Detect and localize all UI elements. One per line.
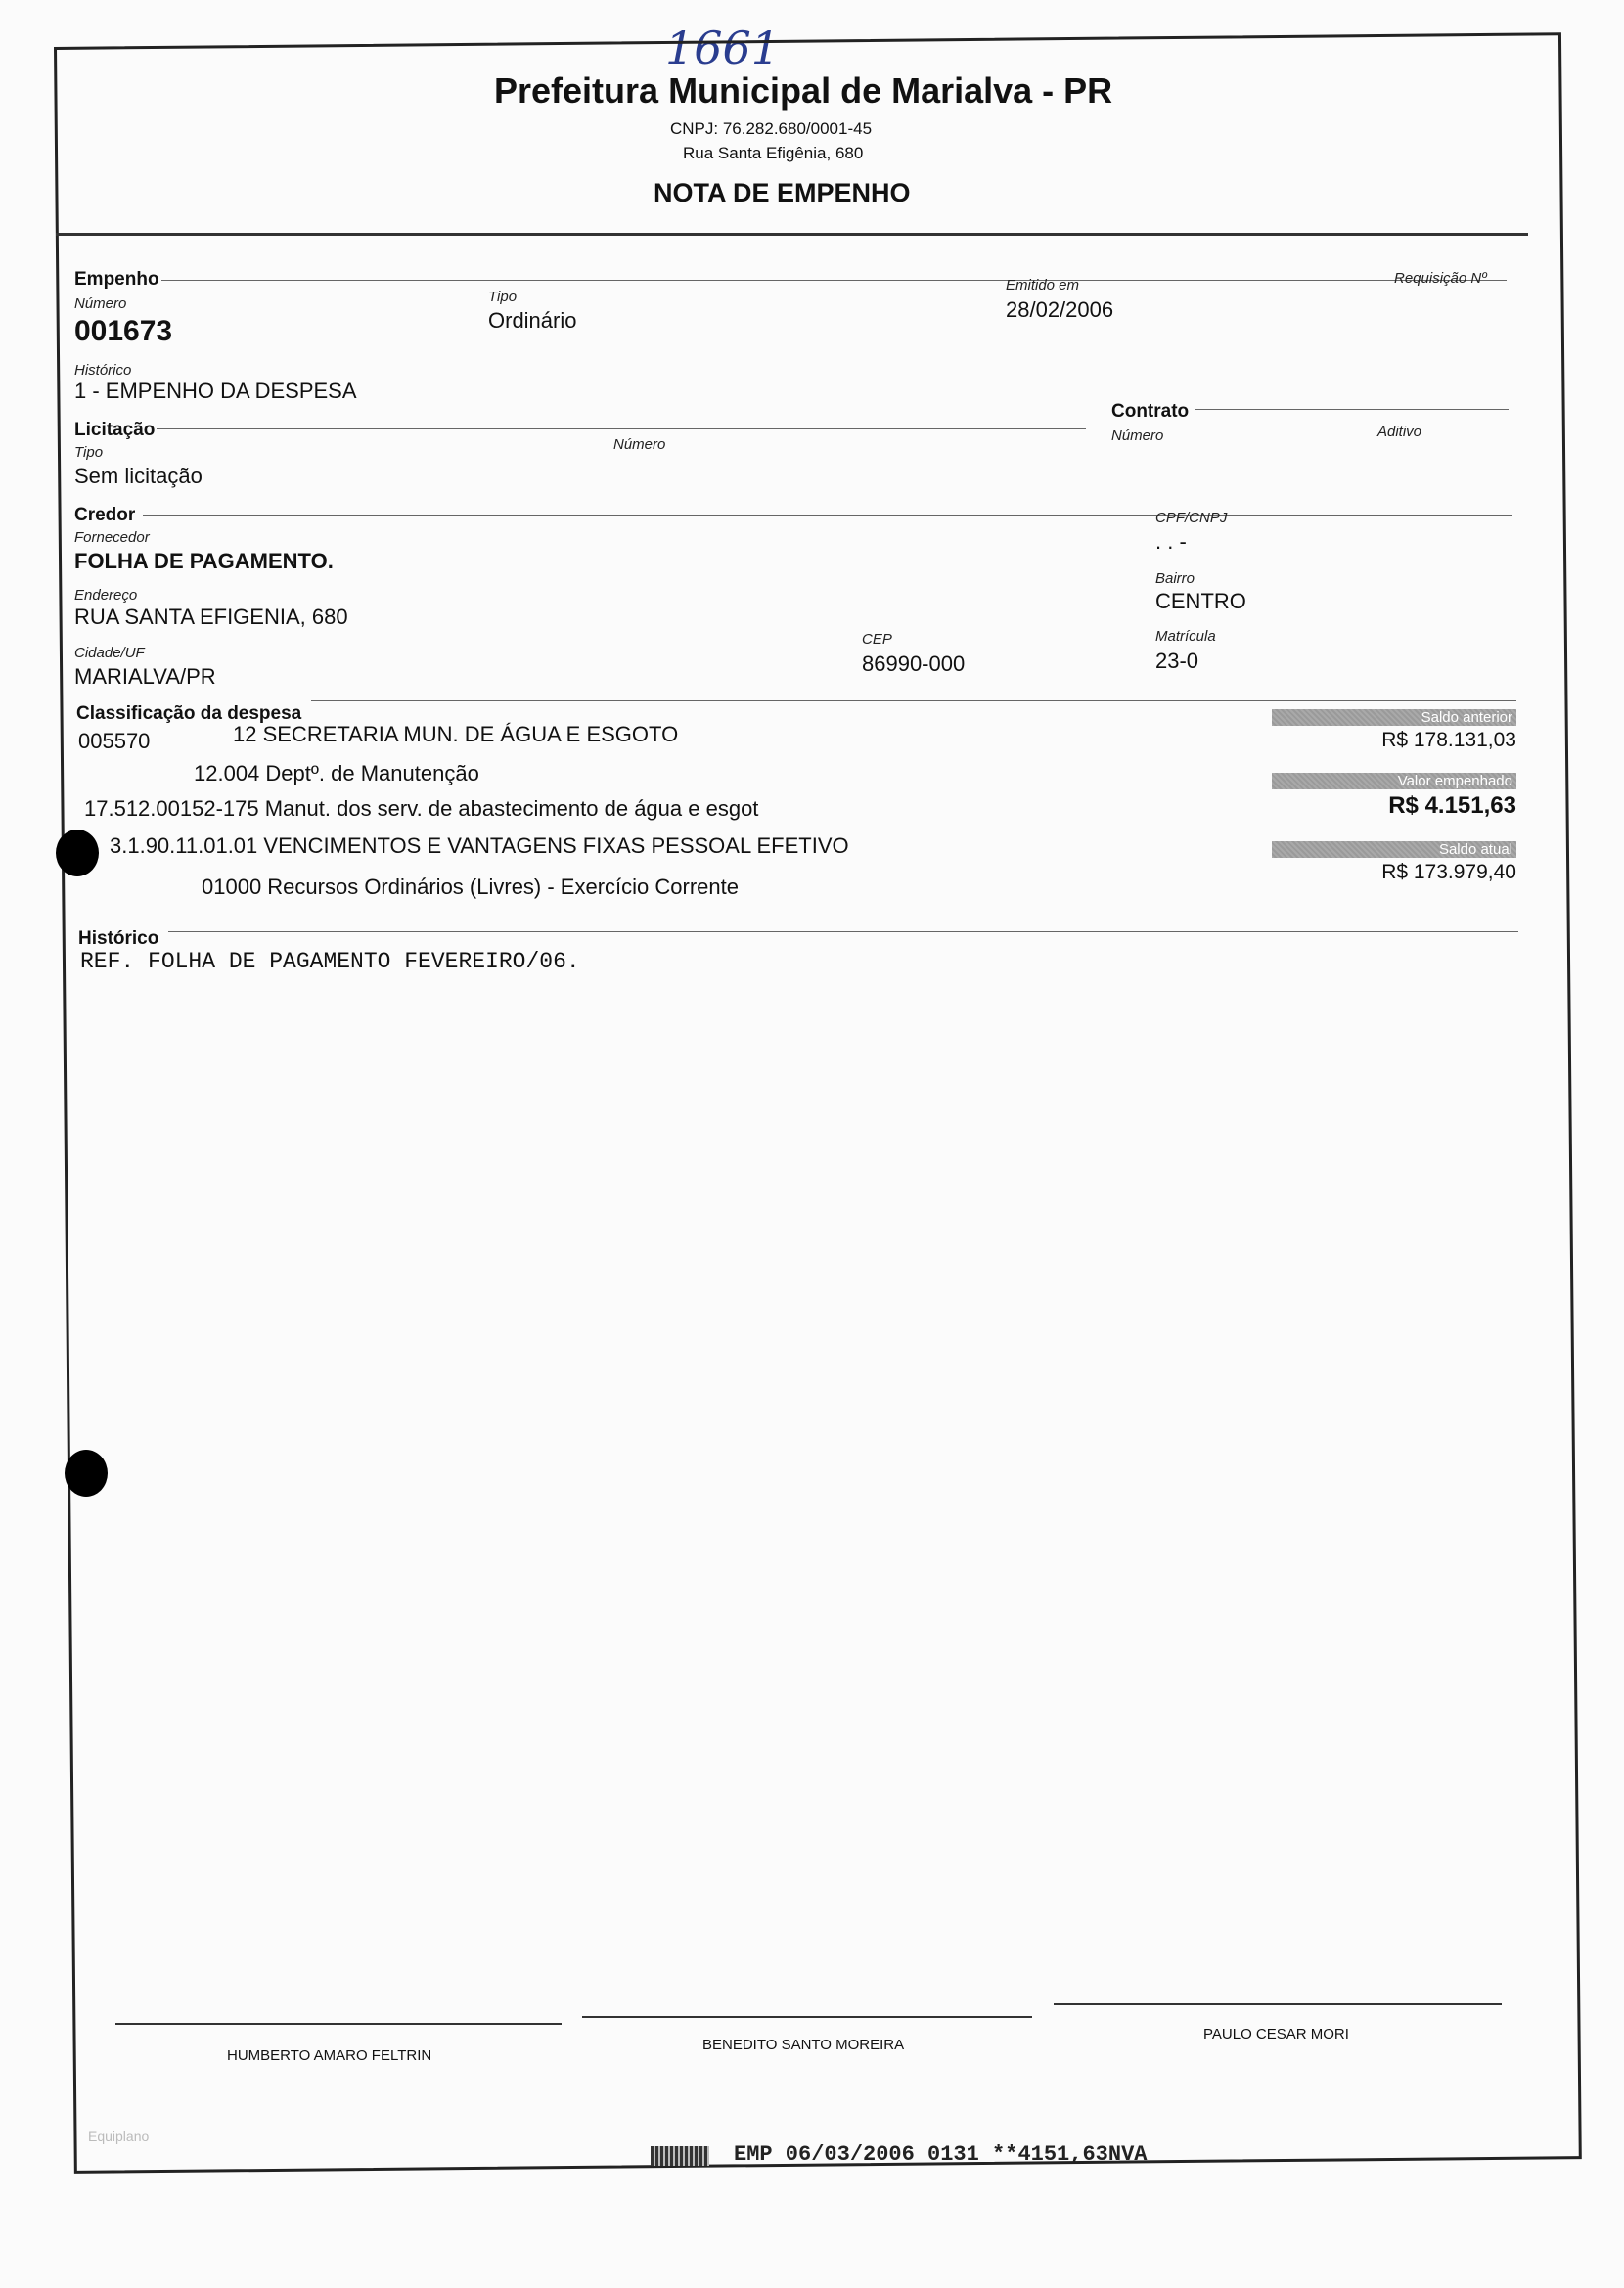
cpf-label: CPF/CNPJ [1155,510,1228,526]
classificacao-recurso: 01000 Recursos Ordinários (Livres) - Exercício Corrente [202,875,739,899]
empenho-numero-label: Número [74,295,127,312]
contrato-section-title: Contrato [1111,401,1190,422]
bairro-value: CENTRO [1155,589,1246,613]
matricula-label: Matrícula [1155,628,1216,645]
licitacao-section-title: Licitação [74,420,156,440]
handwritten-page-number: 1661 [665,22,781,74]
classificacao-section-title: Classificação da despesa [76,703,302,724]
document-title: NOTA DE EMPENHO [654,178,911,207]
cidade-label: Cidade/UF [74,645,145,661]
stamp-barcode-mark [651,2146,709,2166]
saldo-anterior-label: Saldo anterior [1421,709,1512,726]
licitacao-numero-label: Número [613,436,666,453]
valor-empenhado-label-bar [1272,773,1516,789]
signature-line-2 [582,2016,1032,2018]
contrato-numero-label: Número [1111,427,1164,444]
empenho-historico: 1 - EMPENHO DA DESPESA [74,379,357,403]
empenho-section-title: Empenho [74,269,159,290]
empenho-tipo-label: Tipo [488,289,518,305]
licitacao-rule [157,428,1086,429]
classificacao-codigo: 005570 [78,729,151,753]
classificacao-unidade: 12.004 Deptº. de Manutenção [194,761,479,785]
historico-rule [168,931,1518,932]
empenho-tipo: Ordinário [488,308,577,333]
empenho-emitido: 28/02/2006 [1006,297,1114,322]
signature-line-3 [1054,2003,1502,2005]
punch-hole-bottom [65,1450,108,1497]
signature-name-2: BENEDITO SANTO MOREIRA [702,2037,905,2053]
saldo-atual-label-bar [1272,841,1516,858]
fornecedor-value: FOLHA DE PAGAMENTO. [74,549,334,573]
credor-rule [143,515,1512,516]
endereco-label: Endereço [74,587,138,604]
credor-section-title: Credor [74,505,136,525]
empenho-numero: 001673 [74,315,173,347]
cep-value: 86990-000 [862,651,966,676]
header-divider [56,233,1528,236]
municipality-name: Prefeitura Municipal de Marialva - PR [494,70,1113,111]
classificacao-natureza: 3.1.90.11.01.01 VENCIMENTOS E VANTAGENS FIXAS PESSOAL EFETIVO [110,833,849,858]
saldo-anterior-value: R$ 178.131,03 [1381,729,1516,751]
historico-texto: REF. FOLHA DE PAGAMENTO FEVEREIRO/06. [80,949,580,974]
contrato-aditivo-label: Aditivo [1377,424,1422,440]
licitacao-tipo: Sem licitação [74,464,203,488]
bairro-label: Bairro [1155,570,1195,587]
historico-section-title: Histórico [78,928,159,949]
matricula-value: 23-0 [1155,649,1199,673]
signature-name-1: HUMBERTO AMARO FELTRIN [227,2047,432,2064]
classificacao-funcional: 17.512.00152-175 Manut. dos serv. de abastecimento de água e esgot [84,796,759,821]
punch-hole-top [56,830,99,876]
classificacao-rule [311,700,1516,701]
software-watermark: Equiplano [88,2129,150,2144]
endereco-value: RUA SANTA EFIGENIA, 680 [74,605,348,629]
cpf-value: . . - [1155,529,1187,554]
licitacao-tipo-label: Tipo [74,444,104,461]
contrato-rule [1195,409,1509,410]
empenho-emitido-label: Emitido em [1006,277,1080,293]
empenho-rule [161,280,1507,281]
valor-empenhado-label: Valor empenhado [1397,773,1512,789]
municipality-cnpj: CNPJ: 76.282.680/0001-45 [670,119,873,138]
saldo-atual-label: Saldo atual [1438,841,1512,858]
document-frame [54,32,1582,2174]
cep-label: CEP [862,631,892,648]
requisicao-label: Requisição Nº [1394,270,1487,287]
classificacao-orgao: 12 SECRETARIA MUN. DE ÁGUA E ESGOTO [233,722,679,746]
empenho-historico-label: Histórico [74,362,132,379]
signature-name-3: PAULO CESAR MORI [1203,2026,1349,2042]
saldo-anterior-label-bar [1272,709,1516,726]
municipality-address: Rua Santa Efigênia, 680 [683,144,864,162]
cidade-value: MARIALVA/PR [74,664,216,689]
fornecedor-label: Fornecedor [74,529,150,546]
authentication-stamp: EMP 06/03/2006 0131 **4151,63NVA [734,2142,1148,2167]
saldo-atual-value: R$ 173.979,40 [1381,861,1516,883]
signature-line-1 [115,2023,562,2025]
valor-empenhado-value: R$ 4.151,63 [1388,792,1516,819]
